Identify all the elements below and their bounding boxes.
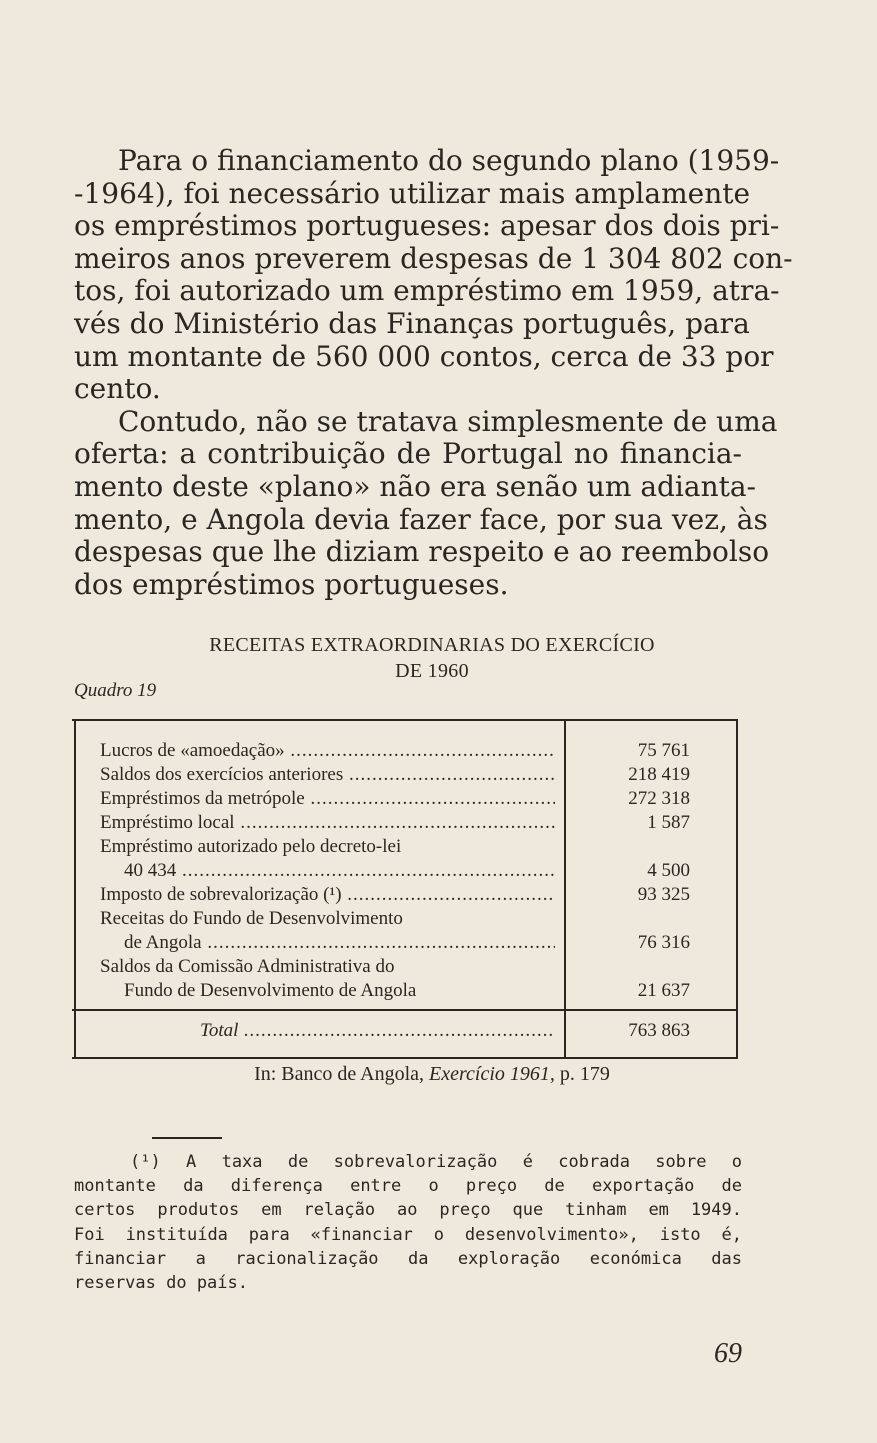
row-label: Imposto de sobrevalorização (¹) .....: [100, 883, 555, 907]
row-value: 272 318: [628, 788, 690, 809]
footnote-line: (¹) A taxa de sobrevalorização é cobrada sobre o: [130, 1152, 742, 1172]
row-value: 76 316: [637, 932, 690, 953]
footnote-line: montante da diferença entre o preço de exportação de: [74, 1176, 742, 1197]
table-caption: Quadro 19: [74, 680, 157, 701]
row-value: 4 500: [647, 860, 690, 881]
row-label: Saldos dos exercícios anteriores .....: [100, 763, 555, 787]
table-left-border: [74, 721, 76, 1057]
footnote-line: financiar a racionalização da exploração económica das: [74, 1248, 742, 1269]
text-line: vés do Ministério das Finanças português, para: [74, 306, 750, 340]
row-value: 75 761: [637, 740, 690, 761]
text-line: oferta: a contribuição de Portugal no financia-: [74, 437, 742, 471]
row-label-continued: Fundo de Desenvolvimento de Angola: [124, 980, 417, 1001]
footnote-rule: [152, 1137, 222, 1139]
row-label: Saldos da Comissão Administrativa do: [100, 956, 395, 977]
text-line: Para o financiamento do segundo plano (1959-: [118, 144, 780, 177]
total-label: Total .....: [200, 1019, 555, 1043]
table-right-border: [736, 721, 738, 1057]
table-source: [74, 1063, 790, 1086]
text-line: Contudo, não se tratava simplesmente de uma: [118, 404, 778, 438]
footnote-line: reservas do país.: [74, 1273, 248, 1294]
row-label: Empréstimos da metrópole .....: [100, 787, 555, 811]
page-number: 69: [714, 1338, 742, 1369]
total-value: 763 863: [628, 1020, 690, 1041]
row-label: Empréstimo local .....: [100, 811, 555, 835]
body-text: [74, 144, 793, 601]
row-value: 93 325: [637, 884, 690, 905]
paragraph-2: [74, 404, 778, 602]
text-line: -1964), foi necessário utilizar mais amplamente: [74, 176, 751, 210]
text-line: despesas que lhe diziam respeito e ao reembolso: [74, 535, 770, 569]
table-title-line-1: RECEITAS EXTRAORDINARIAS DO EXERCÍCIO: [209, 634, 655, 656]
text-line: mento, e Angola devia fazer face, por sua vez, às: [74, 502, 768, 536]
row-label: Lucros de «amoedação» .....: [100, 739, 555, 763]
text-line: tos, foi autorizado um empréstimo em 1959, atra-: [74, 274, 780, 308]
text-line: dos empréstimos portugueses.: [74, 567, 509, 601]
text-line: um montante de 560 000 contos, cerca de 33 por: [74, 339, 774, 373]
total-separator: [72, 1009, 738, 1011]
footnote-line: certos produtos em relação ao preço que tinham em 1949.: [74, 1200, 742, 1221]
source-prefix: In: Banco de Angola,: [254, 1063, 430, 1085]
row-label: Empréstimo autorizado pelo decreto-lei: [100, 836, 402, 857]
source-italic: Exercício 1961,: [429, 1063, 555, 1085]
table-title: [74, 632, 790, 684]
row-value: 21 637: [637, 980, 690, 1001]
row-value: 218 419: [628, 764, 690, 785]
row-label: Receitas do Fundo de Desenvolvimento: [100, 908, 403, 929]
paragraph-1: [74, 144, 793, 406]
text-line: mento deste «plano» não era senão um adianta-: [74, 469, 757, 503]
footnote: [74, 1150, 742, 1295]
source-suffix: p. 179: [554, 1063, 610, 1085]
row-label-continued: 40 434 .....: [124, 859, 555, 883]
table-title-line-2: DE 1960: [395, 660, 469, 682]
text-line: cento.: [74, 372, 161, 406]
text-line: meiros anos preverem despesas de 1 304 802 con-: [74, 241, 793, 275]
text-line: os empréstimos portugueses: apesar dos dois pri-: [74, 209, 780, 243]
footnote-line: Foi instituída para «financiar o desenvolvimento», isto é,: [74, 1224, 742, 1245]
row-label-continued: de Angola .....: [124, 931, 555, 955]
revenue-table: [72, 719, 738, 1059]
table-column-divider: [564, 721, 566, 1057]
row-value: 1 587: [647, 812, 690, 833]
